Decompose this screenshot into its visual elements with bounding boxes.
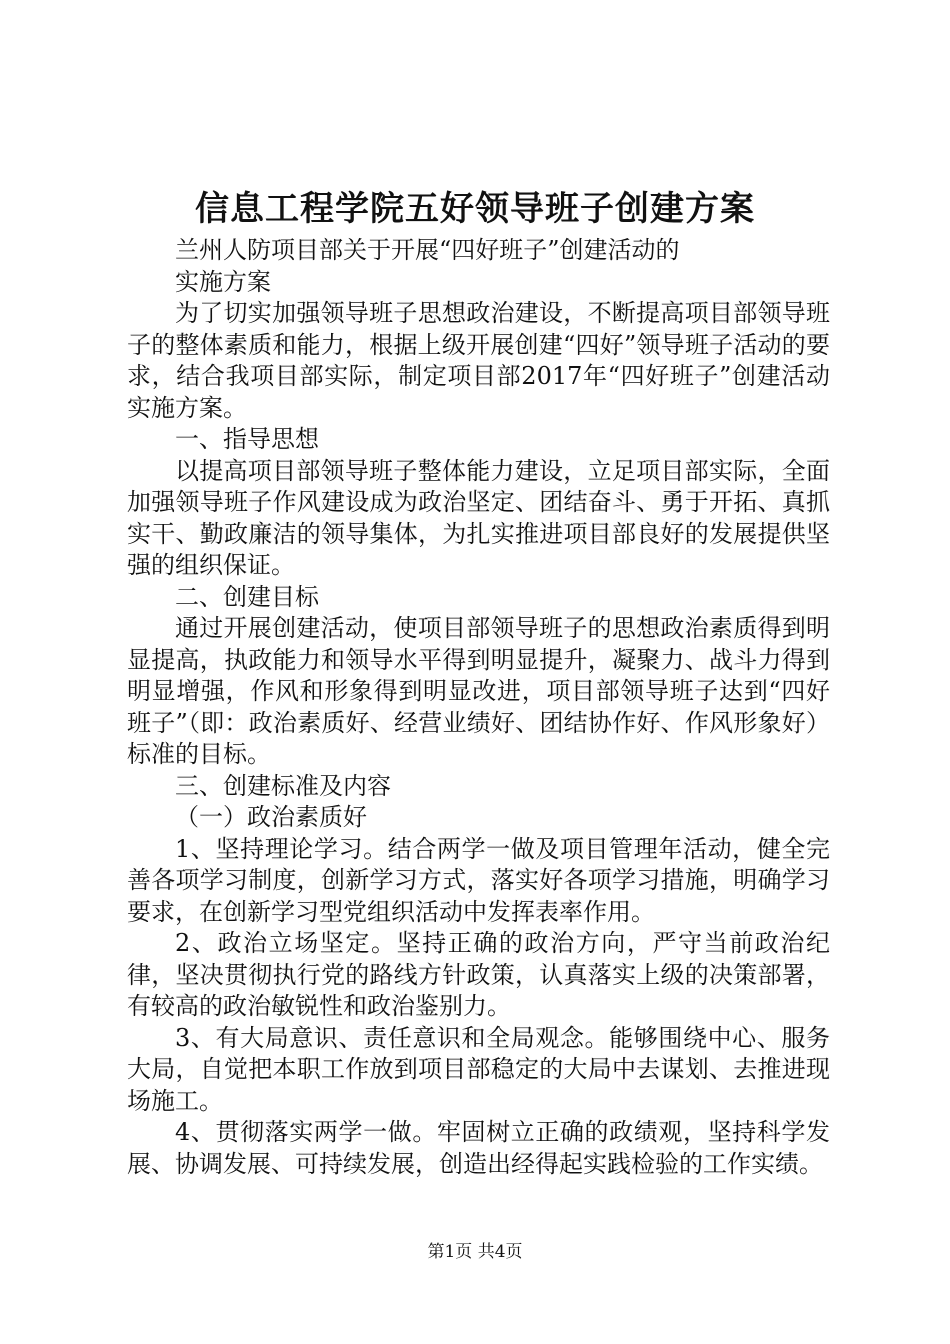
list-item-4: 4、贯彻落实两学一做。牢固树立正确的政绩观，坚持科学发展、协调发展、可持续发展，创造出经得起实践检验的工作实绩。 [127,1118,830,1178]
list-item-2: 2、政治立场坚定。坚持正确的政治方向，严守当前政治纪律，坚决贯彻执行党的路线方针政策，认真落实上级的决策部署，有较高的政治敏锐性和政治鉴别力。 [127,929,830,1020]
section-heading-goals: 二、创建目标 [175,582,319,611]
subtitle-line-1: 兰州人防项目部关于开展“四好班子”创建活动的 [175,236,680,264]
section-heading-guiding-thought: 一、指导思想 [175,425,319,453]
page-number-footer: 第1页 共4页 [427,1242,523,1262]
subtitle-line-2: 实施方案 [175,267,271,296]
list-item-1: 1、坚持理论学习。结合两学一做及项目管理年活动，健全完善各项学习制度，创新学习方式，落实好各项学习措施，明确学习要求，在创新学习型党组织活动中发挥表率作用。 [127,834,830,926]
guiding-thought-paragraph: 以提高项目部领导班子整体能力建设，立足项目部实际，全面加强领导班子作风建设成为政治坚定、团结奋斗、勇于开拓、真抓实干、勤政廉洁的领导集体，为扎实推进项目部良好的发展提供坚强的组织保证。 [127,456,830,579]
document-body [127,235,830,1180]
section-heading-standards: 三、创建标准及内容 [175,771,391,800]
document-title: 信息工程学院五好领导班子创建方案 [195,189,755,229]
goals-paragraph: 通过开展创建活动，使项目部领导班子的思想政治素质得到明显提高，执政能力和领导水平得到明显提升，凝聚力、战斗力得到明显增强，作风和形象得到明显改进，项目部领导班子达到“四好班子”（即：政治素质好、经营业绩好、团结协作好、作风形象好）标准的目标。 [127,614,830,768]
intro-paragraph: 为了切实加强领导班子思想政治建设，不断提高项目部领导班子的整体素质和能力，根据上级开展创建“四好”领导班子活动的要求，结合我项目部实际，制定项目部2017年“四好班子”创建活动实施方案。 [127,299,830,422]
list-item-3: 3、有大局意识、责任意识和全局观念。能够围绕中心、服务大局，自觉把本职工作放到项目部稳定的大局中去谋划、去推进现场施工。 [127,1023,830,1115]
subsection-heading-political-quality: （一）政治素质好 [175,803,367,831]
